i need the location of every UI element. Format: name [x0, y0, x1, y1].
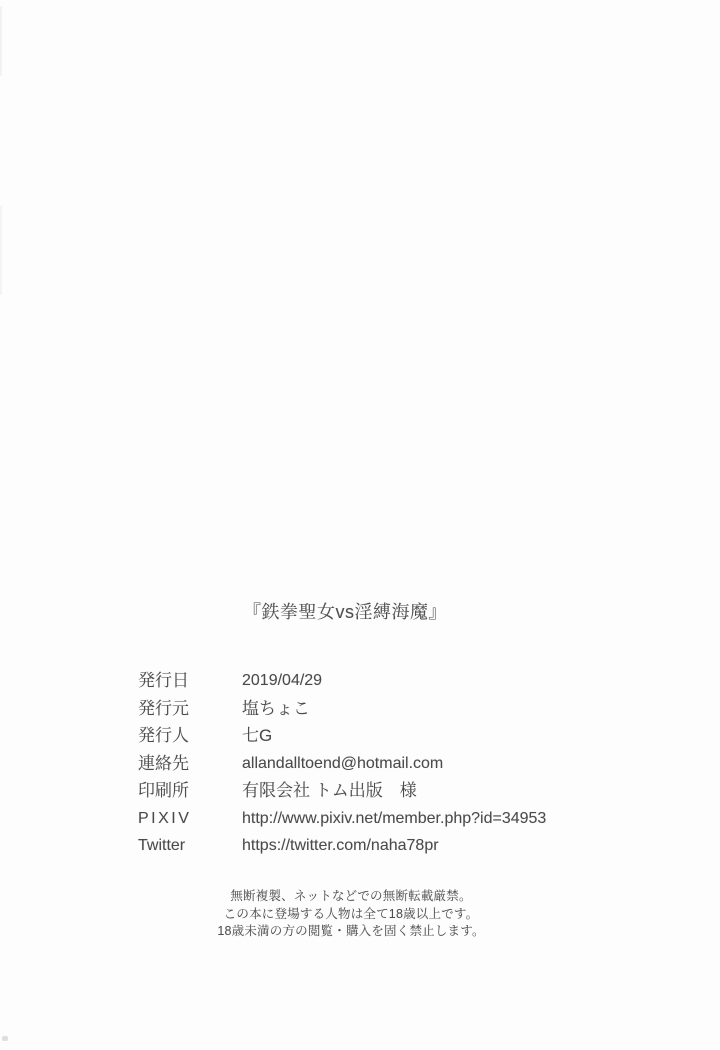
colophon-table [138, 667, 546, 860]
colophon-row [138, 750, 546, 778]
colophon-row-value: allandalltoend@hotmail.com [242, 754, 444, 772]
colophon-row [138, 722, 546, 750]
colophon-row [138, 695, 546, 723]
scan-edge-artifact [0, 205, 2, 295]
scan-edge-artifact [2, 1036, 8, 1041]
book-title: 『鉄拳聖女vs淫縛海魔』 [243, 602, 447, 622]
age-restriction-disclaimer [0, 888, 702, 941]
disclaimer-line: 無断複製、ネットなどでの無断転載厳禁。 [230, 889, 472, 903]
colophon-row-value: 塩ちょこ [242, 698, 310, 718]
colophon-row-label: Twitter [138, 837, 186, 855]
colophon-row-label: 発行元 [138, 698, 189, 718]
colophon-row [138, 777, 546, 805]
disclaimer-line: 18歳未満の方の閲覧・購入を固く禁止します。 [217, 924, 485, 938]
colophon-row [138, 832, 546, 860]
scan-edge-artifact [0, 6, 2, 76]
colophon-row-value: http://www.pixiv.net/member.php?id=34953 [242, 809, 547, 827]
colophon-row-value: 有限会社 トム出版 様 [242, 781, 417, 801]
colophon-row-label: 連絡先 [138, 753, 189, 773]
colophon-row-label: PIXIV [138, 809, 192, 827]
colophon-row [138, 667, 546, 695]
colophon-row [138, 805, 546, 833]
colophon-row-value: 2019/04/29 [242, 672, 323, 690]
colophon-row-value: 七G [242, 726, 273, 746]
colophon-row-label: 発行人 [138, 726, 189, 746]
disclaimer-line: この本に登場する人物は全て18歳以上です。 [223, 906, 479, 921]
colophon-row-value: https://twitter.com/naha78pr [242, 837, 439, 855]
colophon-row-label: 印刷所 [138, 781, 189, 801]
colophon-row-label: 発行日 [138, 671, 189, 691]
